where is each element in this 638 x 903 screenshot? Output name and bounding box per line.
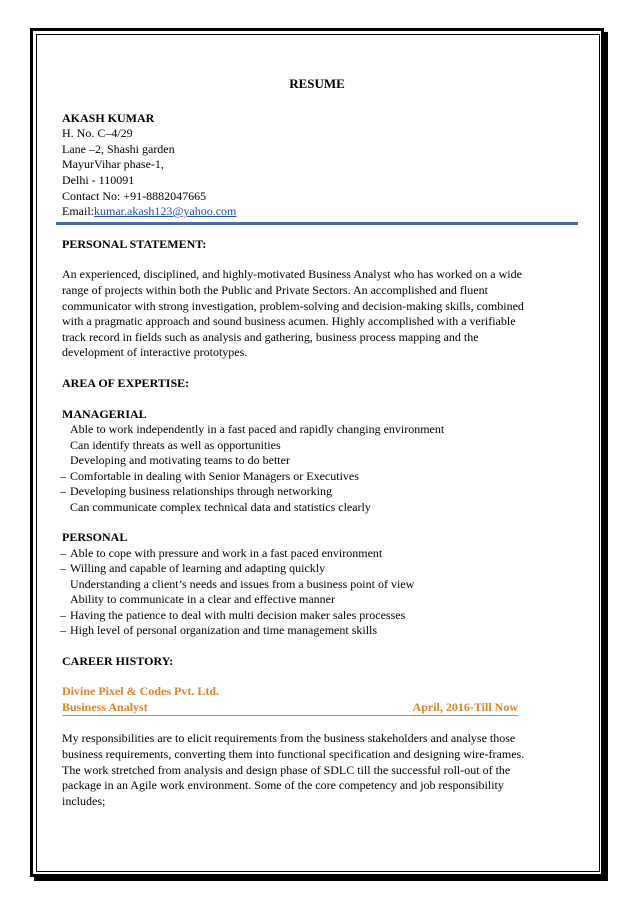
list-item: Developing and motivating teams to do better (70, 453, 290, 468)
list-item: Can identify threats as well as opportunities (70, 437, 281, 452)
list-item: – Able to cope with pressure and work in a fast paced environment (60, 545, 383, 560)
expertise-heading: AREA OF EXPERTISE: (62, 375, 190, 390)
personal-statement-text (62, 267, 572, 361)
personal-heading: PERSONAL (62, 530, 128, 545)
statement-line: range of projects within both the Public and Private Sectors. An accomplished and fluent (62, 282, 488, 297)
list-item: Able to work independently in a fast paced and rapidly changing environment (70, 422, 445, 437)
contact-block (62, 111, 572, 220)
email-label: Email: (62, 204, 94, 219)
contact-number: Contact No: +91-8882047665 (62, 188, 207, 203)
statement-line: track record in fields such as analysis and gathering, business process mapping and the (62, 329, 479, 344)
email-row (62, 204, 572, 220)
career-line: My responsibilities are to elicit requirements from the business stakeholders and analyse those (62, 731, 516, 746)
personal-list (62, 546, 572, 639)
bullet-mark: – (60, 561, 66, 576)
bullet-mark: – (60, 545, 66, 560)
career-history-heading: CAREER HISTORY: (62, 653, 174, 668)
bullet-mark: – (60, 468, 66, 483)
company-name: Divine Pixel & Codes Pvt. Ltd. (62, 684, 219, 699)
career-line: business requirements, converting them into functional specification and designing wire-frames. (62, 747, 525, 762)
list-item: – Developing business relationships through networking (60, 484, 332, 499)
address-line: Lane –2, Shashi garden (62, 141, 175, 156)
list-item: – Having the patience to deal with multi decision maker sales processes (60, 607, 406, 622)
address-line: MayurVihar phase-1, (62, 157, 164, 172)
statement-line: communicator with strong investigation, problem-solving and decision-making skills, combined (62, 298, 524, 313)
job-period: April, 2016-Till Now (412, 699, 518, 714)
managerial-list (62, 422, 572, 515)
document-title: RESUME (289, 76, 345, 91)
candidate-name: AKASH KUMAR (62, 110, 155, 125)
managerial-heading: MANAGERIAL (62, 406, 147, 421)
email-link[interactable]: kumar.akash123@yahoo.com (94, 204, 237, 219)
list-item: – Comfortable in dealing with Senior Managers or Executives (60, 468, 359, 483)
bullet-mark: – (60, 484, 66, 499)
bullet-mark: – (60, 623, 66, 638)
list-item: – Willing and capable of learning and adapting quickly (60, 561, 326, 576)
role-row (62, 700, 518, 717)
career-line: package in an Agile work environment. Some of the core competency and job responsibility (62, 778, 504, 793)
page-border-shadow-right (604, 32, 608, 881)
list-item: Understanding a client’s needs and issues from a business point of view (70, 576, 415, 591)
career-line: The work stretched from analysis and design phase of SDLC till the successful roll-out of the (62, 762, 511, 777)
personal-statement-heading: PERSONAL STATEMENT: (62, 236, 207, 251)
list-item: – High level of personal organization and time management skills (60, 623, 378, 638)
list-item: Can communicate complex technical data and statistics clearly (70, 499, 371, 514)
resume-document (62, 76, 572, 809)
statement-line: with a pragmatic approach and sound business acumen. Highly accomplished with a verifiable (62, 314, 516, 329)
list-item: Ability to communicate in a clear and effective manner (70, 592, 336, 607)
page-border-shadow-bottom (34, 877, 608, 881)
career-line: includes; (62, 793, 106, 808)
statement-line: development of interactive prototypes. (62, 345, 248, 360)
address-line: H. No. C–4/29 (62, 126, 133, 141)
job-title: Business Analyst (62, 699, 148, 714)
career-description (62, 731, 572, 809)
statement-line: An experienced, disciplined, and highly-motivated Business Analyst who has worked on a wide (62, 267, 522, 282)
bullet-mark: – (60, 607, 66, 622)
address-line: Delhi - 110091 (62, 172, 135, 187)
section-divider (56, 222, 578, 225)
